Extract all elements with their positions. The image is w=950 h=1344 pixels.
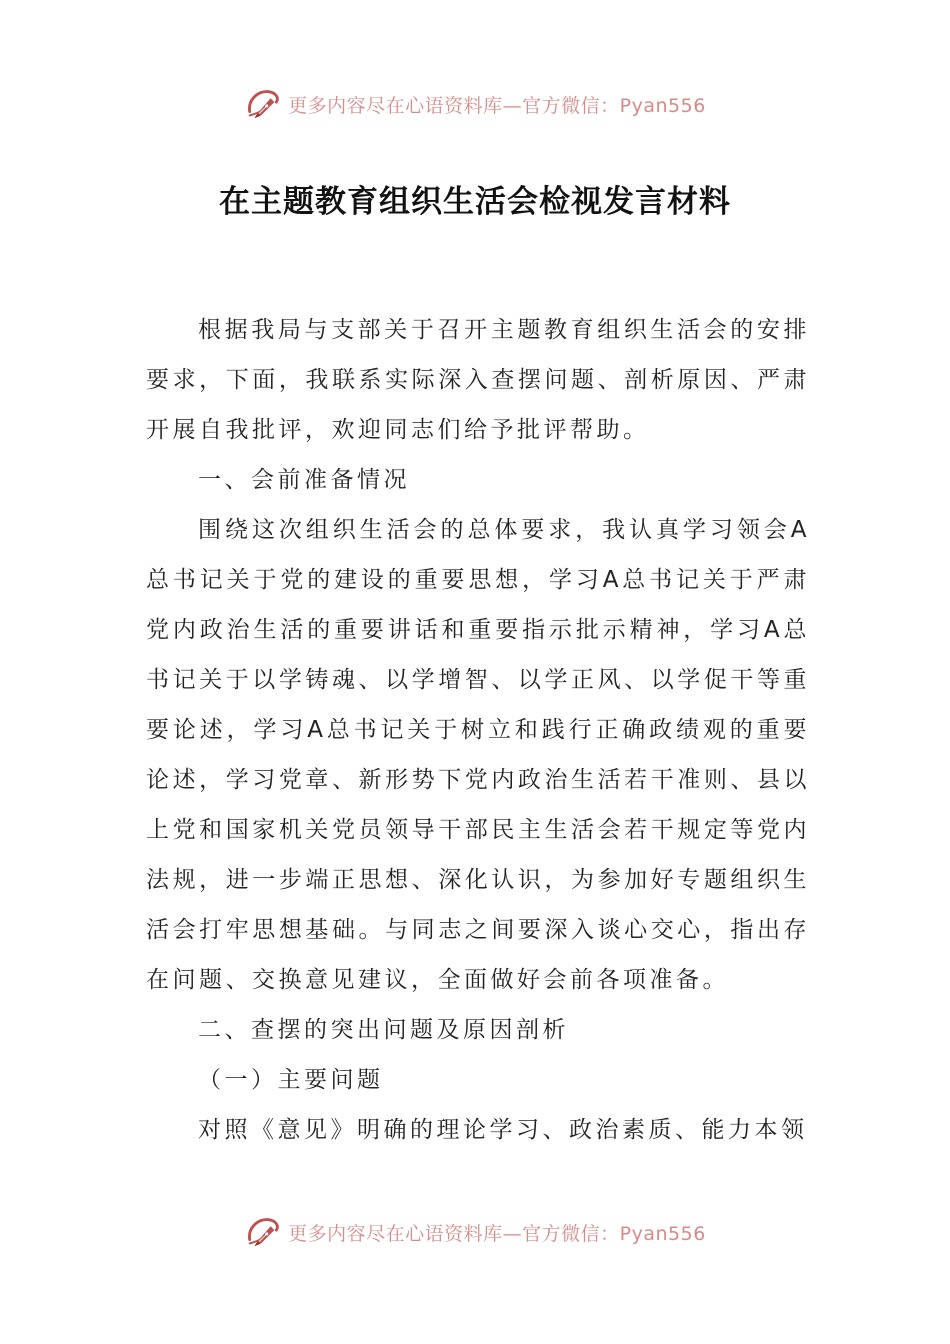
section-heading-2: 二、查摆的突出问题及原因剖析 <box>198 1017 569 1043</box>
wechat-id: Pyan556 <box>619 1222 706 1245</box>
section-heading-1: 一、会前准备情况 <box>198 467 410 493</box>
document-body <box>146 305 810 1155</box>
watermark-text: 更多内容尽在心语资料库—官方微信：Pyan556 <box>288 94 706 117</box>
header-watermark <box>0 84 950 124</box>
intro-paragraph: 根据我局与支部关于召开主题教育组织生活会的安排要求，下面，我联系实际深入查摆问题、剖析原因、严肃开展自我批评，欢迎同志们给予批评帮助。 <box>146 317 810 443</box>
footer-watermark <box>0 1212 950 1252</box>
pen-nib-logo-icon <box>244 1213 282 1251</box>
body-paragraph: 对照《意见》明确的理论学习、政治素质、能力本领 <box>198 1117 808 1143</box>
wechat-id: Pyan556 <box>619 94 706 117</box>
pen-nib-logo-icon <box>244 85 282 123</box>
body-paragraph: 围绕这次组织生活会的总体要求，我认真学习领会A总书记关于党的建设的重要思想，学习A总书记关于严肃党内政治生活的重要讲话和重要指示批示精神，学习A总书记关于以学铸魂、以学增智、以学正风、以学促干等重要论述，学习A总书记关于树立和践行正确政绩观的重要论述，学习党章、新形势下党内政治生活若干准则、县以上党和国家机关党员领导干部民主生活会若干规定等党内法规，进一步端正思想、深化认识，为参加好专题组织生活会打牢思想基础。与同志之间要深入谈心交心，指出存在问题、交换意见建议，全面做好会前各项准备。 <box>146 517 810 993</box>
document-title: 在主题教育组织生活会检视发言材料 <box>219 184 731 220</box>
watermark-text: 更多内容尽在心语资料库—官方微信：Pyan556 <box>288 1222 706 1245</box>
subsection-heading: （一）主要问题 <box>198 1067 384 1093</box>
